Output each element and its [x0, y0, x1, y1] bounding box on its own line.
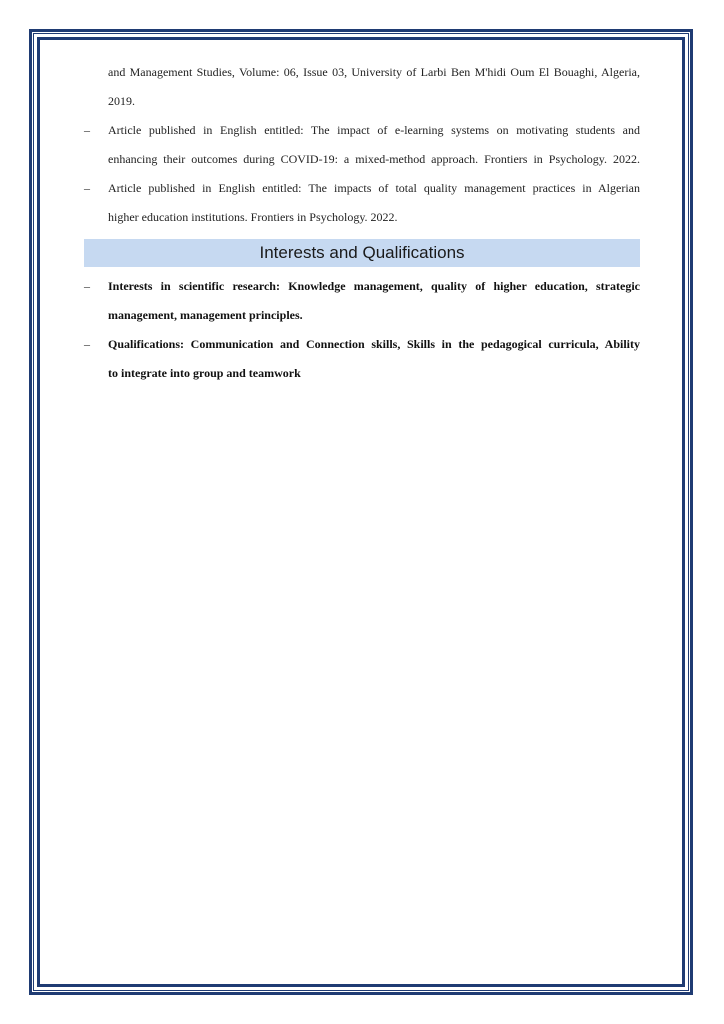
publication-text-line: and Management Studies, Volume: 06, Issue 03, University of Larbi Ben M'hidi Oum El Bouaghi, Algeria,	[108, 65, 640, 79]
dash-bullet-icon: –	[84, 337, 90, 351]
publication-text-line: Article published in English entitled: The impacts of total quality management practices in Algerian	[108, 181, 640, 195]
interests-text-line: Interests in scientific research: Knowledge management, quality of higher education, strategic	[108, 279, 640, 293]
publication-item	[84, 116, 640, 174]
section-heading: Interests and Qualifications	[84, 239, 640, 267]
interests-text-line: management, management principles.	[108, 308, 303, 322]
qualifications-text-line: Qualifications: Communication and Connection skills, Skills in the pedagogical curricula, Ability	[108, 337, 640, 351]
publication-text-line: enhancing their outcomes during COVID-19: a mixed-method approach. Frontiers in Psychology. 2022.	[108, 152, 640, 166]
qualifications-item	[84, 330, 640, 388]
publication-item	[84, 174, 640, 232]
publication-text-line: Article published in English entitled: The impact of e-learning systems on motivating students and	[108, 123, 640, 137]
dash-bullet-icon: –	[84, 181, 90, 195]
page-content	[84, 58, 640, 388]
interests-item	[84, 272, 640, 330]
qualifications-text-line: to integrate into group and teamwork	[108, 366, 301, 380]
dash-bullet-icon: –	[84, 279, 90, 293]
publication-text-line: higher education institutions. Frontiers in Psychology. 2022.	[108, 210, 398, 224]
publication-text-line: 2019.	[108, 94, 135, 108]
publication-item-continued	[84, 58, 640, 116]
dash-bullet-icon: –	[84, 123, 90, 137]
